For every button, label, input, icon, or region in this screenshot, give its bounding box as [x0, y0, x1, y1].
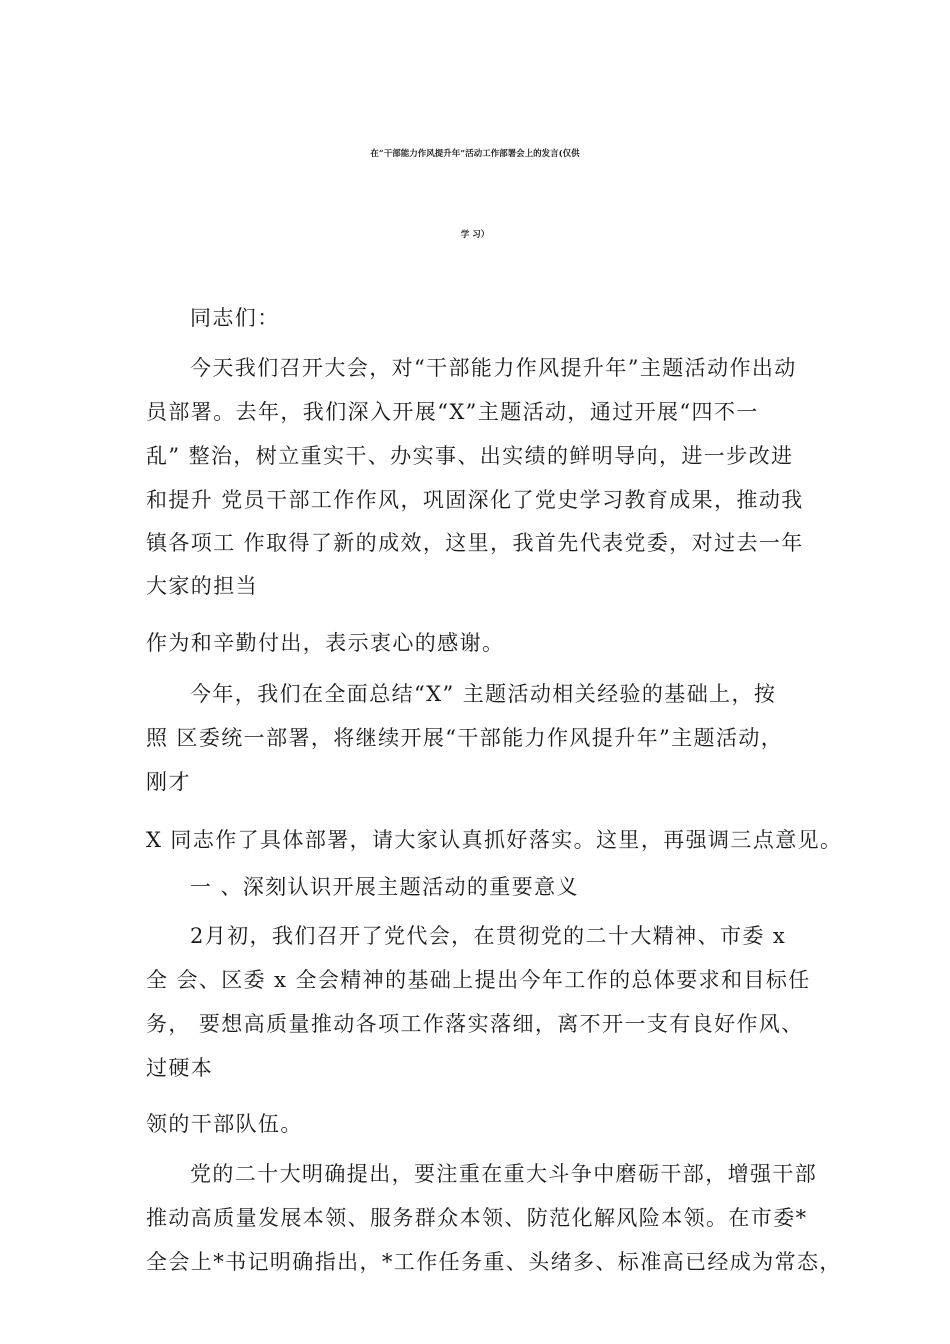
section-heading: 一 、深刻认识开展主题活动的重要意义 [190, 875, 579, 899]
paragraph-line: 今天我们召开大会，对“干部能力作风提升年”主题活动作出动 [190, 356, 797, 380]
paragraph-line: 照 区委统一部署，将继续开展“干部能力作风提升年”主题活动， [146, 726, 784, 750]
paragraph-line: 推动高质量发展本领、服务群众本领、防范化解风险本领。在市委* [146, 1206, 808, 1230]
salutation: 同志们： [190, 306, 280, 330]
paragraph-line: 党的二十大明确提出，要注重在重大斗争中磨砺干部，增强干部 [190, 1162, 818, 1186]
paragraph-line: 和提升 党员干部工作作风，巩固深化了党史学习教育成果，推动我 [146, 488, 804, 512]
paragraph-line: 员部署。去年，我们深入开展“X”主题活动，通过开展“四不一 [146, 400, 759, 424]
document-title-line-1: 在“干部能力作风提升年”活动工作部署会上的发言(仅供 [370, 149, 580, 159]
paragraph-line: 领的干部队伍。 [146, 1112, 303, 1136]
paragraph-line: 乱” 整治，树立重实干、办实事、出实绩的鲜明导向，进一步改进 [146, 444, 794, 468]
document-title-line-2: 学 习） [460, 230, 490, 240]
paragraph-line: 全 会、区委 x 全会精神的基础上提出今年工作的总体要求和目标任 [146, 968, 811, 992]
paragraph-line: 今年，我们在全面总结“X” 主题活动相关经验的基础上，按 [190, 682, 777, 706]
paragraph-line: 镇各项工 作取得了新的成效，这里，我首先代表党委，对过去一年 [146, 531, 804, 555]
paragraph-line: X 同志作了具体部署，请大家认真抓好落实。这里，再强调三点意见。 [146, 828, 843, 852]
paragraph-line: 大家的担当 [146, 574, 258, 598]
paragraph-line: 全会上*书记明确指出，*工作任务重、头绪多、标准高已经成为常态， [146, 1250, 842, 1274]
paragraph-line: 务， 要想高质量推动各项工作落实落细，离不开一支有良好作风、 [146, 1012, 804, 1036]
paragraph-line: 2月初，我们召开了党代会，在贯彻党的二十大精神、市委 x [190, 924, 787, 948]
paragraph-line: 刚才 [146, 770, 191, 794]
paragraph-line: 作为和辛勤付出，表示衷心的感谢。 [146, 631, 505, 655]
paragraph-line: 过硬本 [146, 1056, 214, 1080]
